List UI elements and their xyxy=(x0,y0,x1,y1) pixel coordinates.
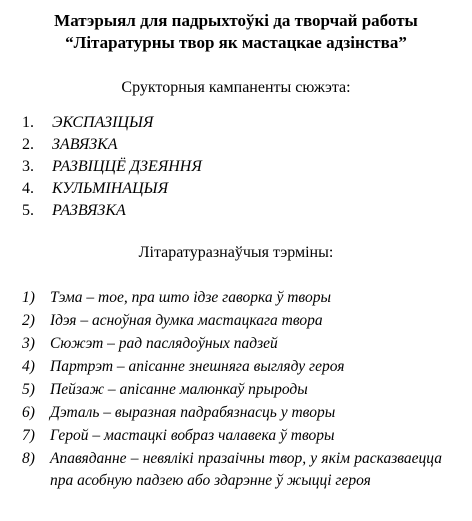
term-number: 6) xyxy=(22,404,35,421)
list-item-text: ЗАВЯЗКА xyxy=(52,136,118,153)
list-item-text: РАЗВІЦЦЁ ДЗЕЯННЯ xyxy=(52,158,202,175)
term-number: 7) xyxy=(22,427,35,444)
document-title-line-1: Матэрыял для падрыхтоўкі да творчай работы xyxy=(54,11,418,30)
term-number: 2) xyxy=(22,312,35,329)
list-item xyxy=(22,134,118,156)
literary-terms-heading: Літаратуразнаўчыя тэрміны: xyxy=(138,244,334,261)
term-item xyxy=(22,402,335,424)
term-item xyxy=(22,333,278,355)
term-item xyxy=(22,287,331,309)
list-item xyxy=(22,156,202,178)
term-item xyxy=(22,448,442,492)
term-item xyxy=(22,379,308,401)
list-item-number: 1. xyxy=(22,114,34,131)
term-item xyxy=(22,310,323,332)
list-item-text: ЭКСПАЗІЦЫЯ xyxy=(52,114,154,131)
list-item-number: 3. xyxy=(22,158,34,175)
term-number: 4) xyxy=(22,358,35,375)
term-number: 1) xyxy=(22,289,35,306)
term-text: Сюжэт – рад паслядоўных падзей xyxy=(50,335,278,352)
term-text: Партрэт – апісанне знешняга выгляду героя xyxy=(50,358,345,375)
list-item xyxy=(22,112,153,134)
term-item xyxy=(22,356,344,378)
plot-components-heading: Срукторныя кампаненты сюжэта: xyxy=(121,79,351,96)
list-item-number: 5. xyxy=(22,202,34,219)
term-number: 8) xyxy=(22,450,35,467)
term-text: Герой – мастацкі вобраз чалавека ў творы xyxy=(50,427,335,444)
term-number: 5) xyxy=(22,381,35,398)
list-item xyxy=(22,178,168,200)
list-item xyxy=(22,200,126,222)
list-item-text: РАЗВЯЗКА xyxy=(52,202,126,219)
term-text: Тэма – тое, пра што ідзе гаворка ў творы xyxy=(50,289,331,306)
term-text: Дэталь – выразная падрабязнасць у творы xyxy=(50,404,336,421)
list-item-text: КУЛЬМІНАЦЫЯ xyxy=(52,180,169,197)
term-number: 3) xyxy=(22,335,35,352)
list-item-number: 4. xyxy=(22,180,34,197)
term-text: Апавяданне – невялікі празаічны твор, у якім расказваецца пра асобную падзею або здарэнне ў жыцці героя xyxy=(50,450,442,489)
document-title-line-2: “Літаратурны твор як мастацкае адзінства” xyxy=(65,33,407,52)
list-item-number: 2. xyxy=(22,136,34,153)
term-text: Пейзаж – апісанне малюнкаў прыроды xyxy=(50,381,308,398)
term-item xyxy=(22,425,335,447)
term-text: Ідэя – асноўная думка мастацкага твора xyxy=(50,312,323,329)
